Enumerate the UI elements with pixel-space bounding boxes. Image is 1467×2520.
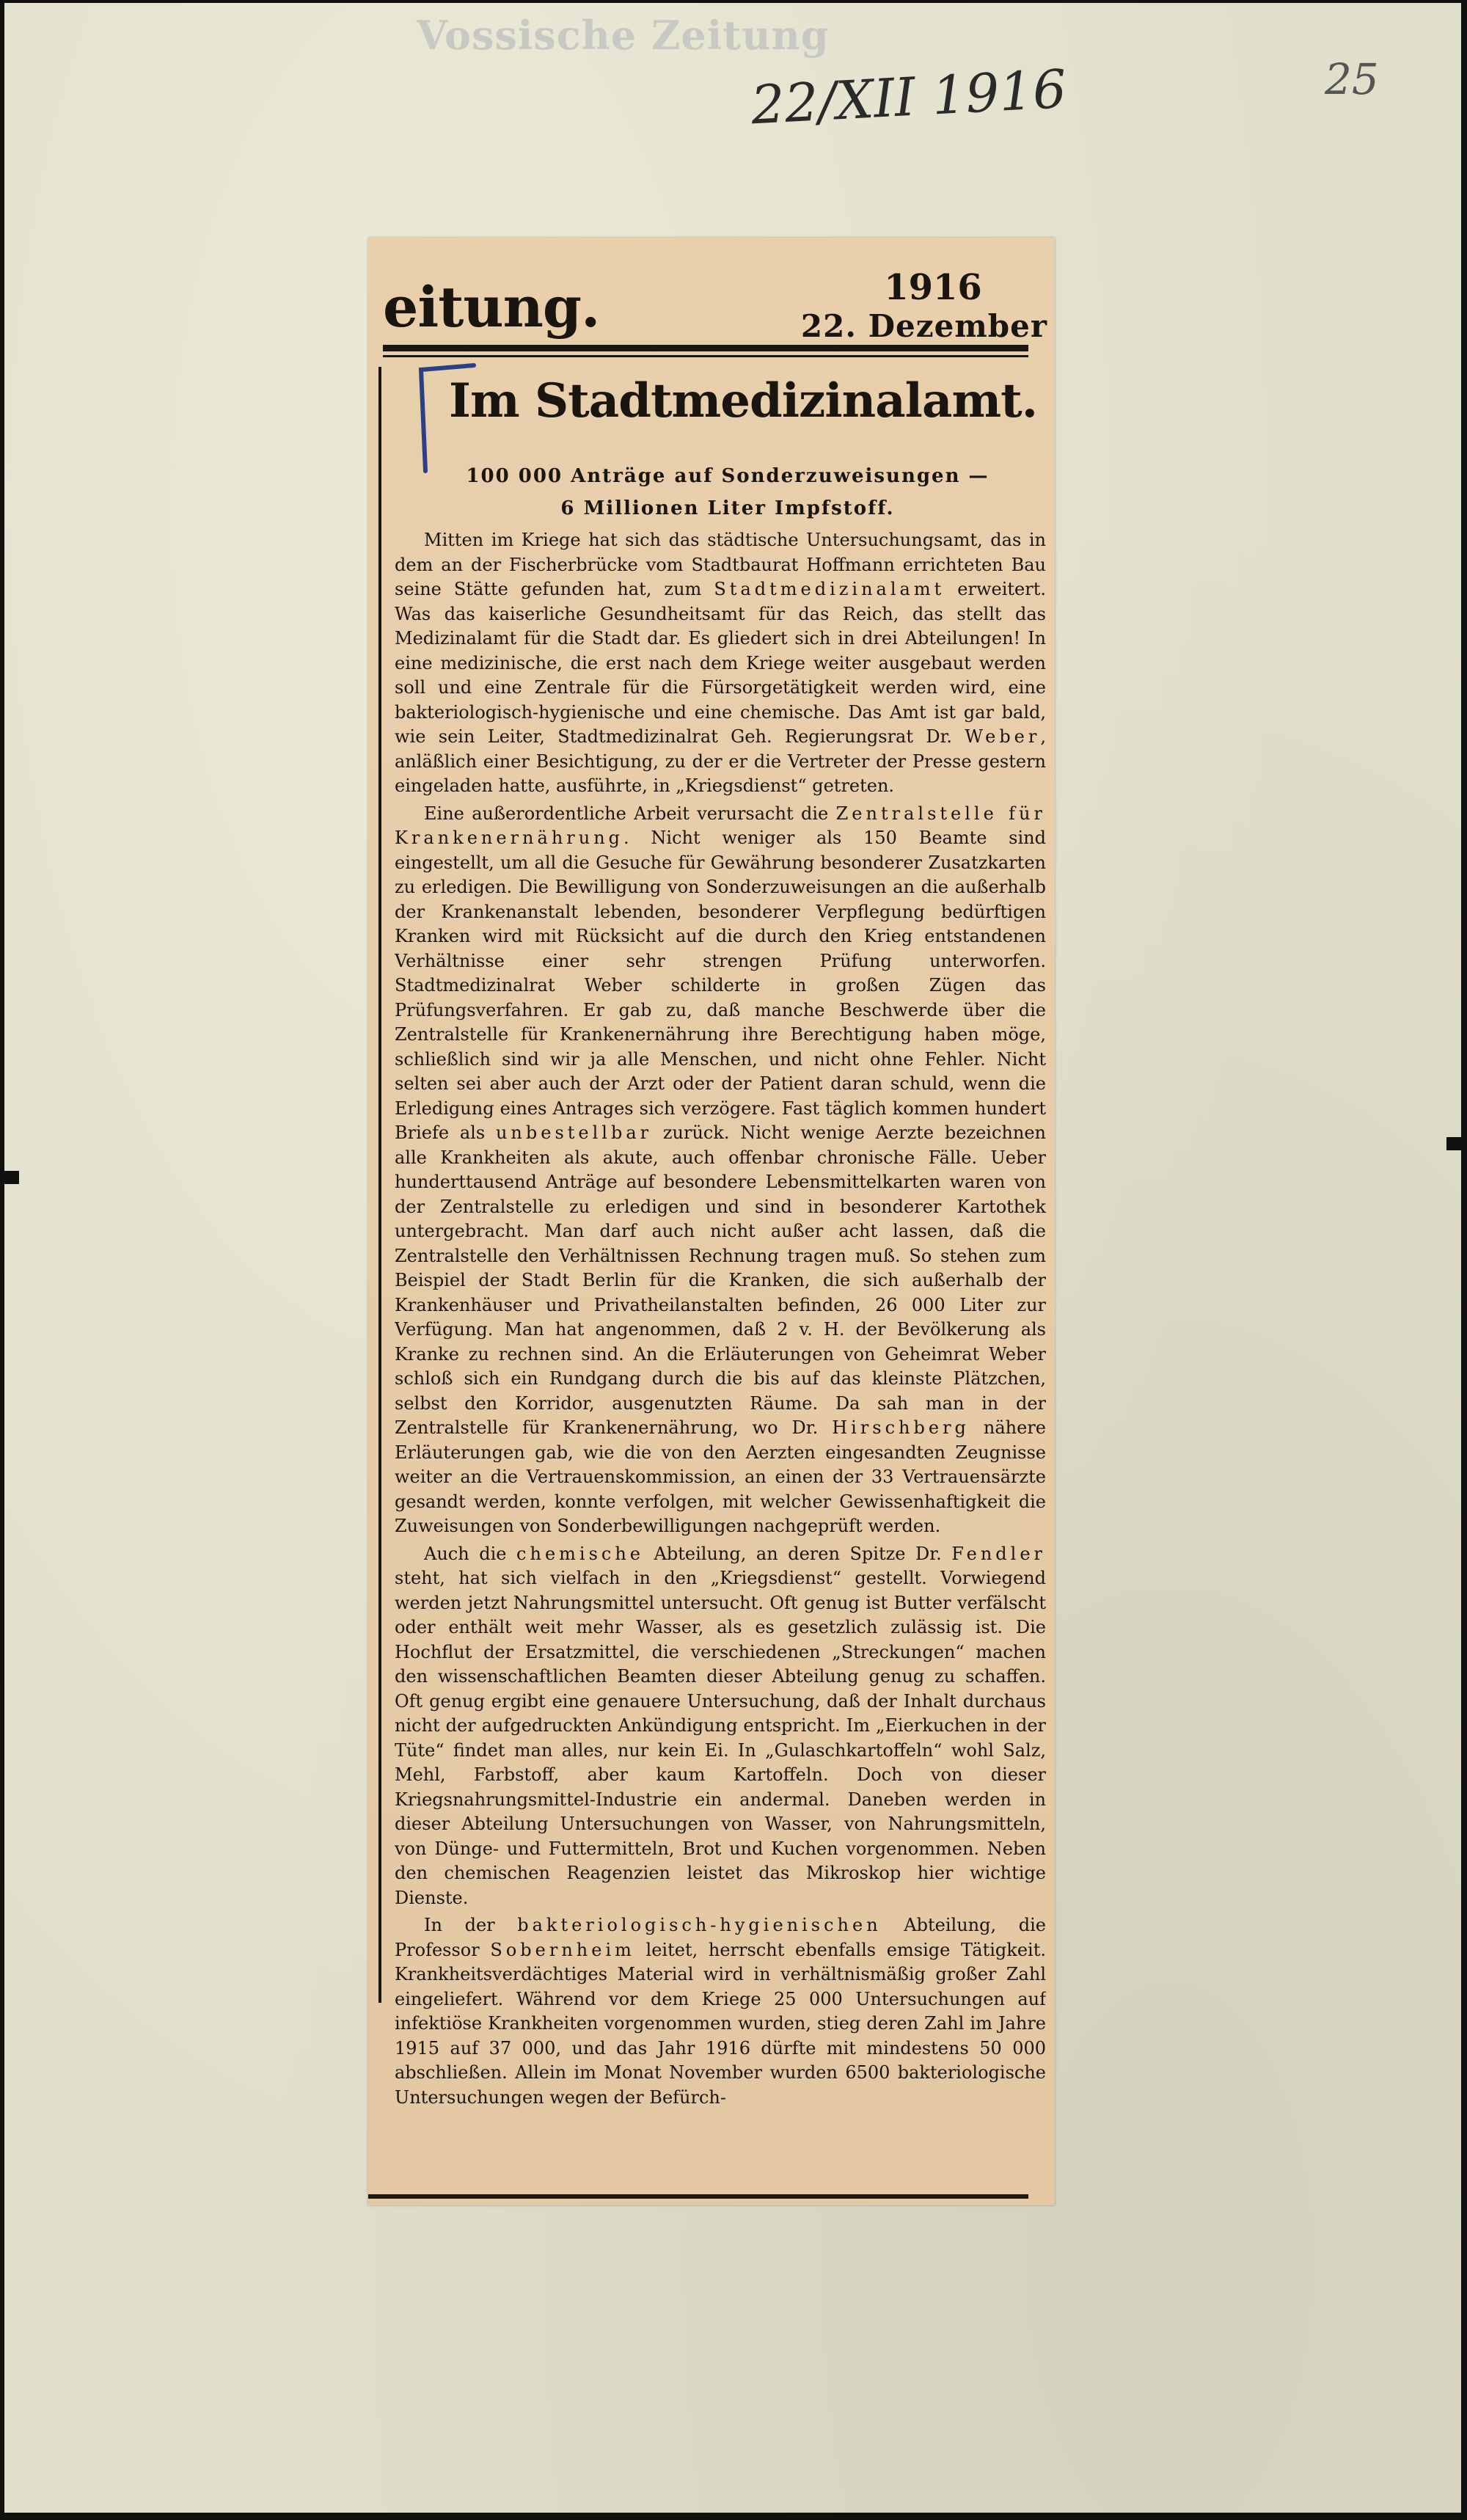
text-run: Eine außerordentliche Arbeit verursacht die [424, 803, 836, 824]
spaced-emphasis: unbestellbar [495, 1122, 653, 1143]
archive-stamp: Vossische Zeitung [417, 12, 830, 59]
spaced-emphasis: Stadtmedizinalamt [714, 579, 945, 599]
newspaper-clipping [368, 238, 1055, 2205]
text-run: In der [424, 1915, 518, 1935]
text-run: leitet, herrscht ebenfalls emsige Tätigkeit. Krankheitsverdächtiges Material wird in verhältnismäßig großer Zahl eingeliefert. Während vor dem Kriege 25 000 Untersuchungen auf infektiöse Krankheiten vorgenommen wurden, stieg deren Zahl im Jahre 1915 auf 37 000, und das Jahr 1916 dürfte mit mindestens 50 000 abschließen. Allein im Monat November wurden 6500 bakteriologische Untersuchungen wegen der Befürch- [395, 1939, 1046, 2108]
headline: Im Stadtmedizinalamt. [449, 373, 1037, 428]
spaced-emphasis: chemische [516, 1543, 644, 1564]
paragraph-1 [395, 528, 1046, 799]
bottom-rule [368, 2194, 1028, 2199]
masthead-date: 22. Dezember [800, 308, 1047, 344]
spaced-emphasis: bakteriologisch-hygienischen [517, 1915, 882, 1935]
text-run: Abteilung, die Professor [395, 1915, 1046, 1960]
subheadline-line-1: 100 000 Anträge auf Sonderzuweisungen — [466, 465, 989, 487]
masthead-rule [383, 345, 1028, 351]
text-run: , anläßlich einer Besichtigung, zu der er die Vertreter der Presse gestern eingeladen hatte, ausführte, in „Kriegsdienst“ getreten. [395, 726, 1046, 796]
paragraph-4 [395, 1913, 1046, 2110]
spaced-emphasis: Hirschberg [832, 1417, 970, 1438]
column-rule [378, 367, 381, 2003]
masthead-rule-thin [383, 355, 1028, 357]
text-run: . Nicht weniger als 150 Beamte sind eingestellt, um all die Gesuche für Gewährung besonderer Zusatzkarten zu erledigen. Die Bewilligung von Sonderzuweisungen an die außerhalb der Krankenanstalt lebenden, besonderer Verpflegung bedürftigen Kranken wird mit Rücksicht auf die durch den Krieg entstandenen Verhältnisse einer sehr strengen Prüfung unterworfen. Stadtmedizinalrat Weber schilderte in großen Zügen das Prüfungsverfahren. Er gab zu, daß manche Beschwerde über die Zentralstelle für Krankenernährung ihre Berechtigung haben möge, schließlich sind wir ja alle Menschen, und nicht ohne Fehler. Nicht selten sei aber auch der Arzt oder der Patient daran schuld, wenn die Erledigung eines Antrages sich verzögere. Fast täglich kommen hundert Briefe als [395, 828, 1046, 1143]
text-run: zurück. Nicht wenige Aerzte bezeichnen alle Krankheiten als akute, auch offenbar chronische Fälle. Ueber hunderttausend Anträge auf besondere Lebensmittelkarten waren von der Zentralstelle zu erledigen und sind in besonderer Kartothek untergebracht. Man darf auch nicht außer acht lassen, daß die Zentralstelle den Verhältnissen Rechnung tragen muß. So stehen zum Beispiel der Stadt Berlin für die Kranken, die sich außerhalb der Krankenhäuser und Privatheilanstalten befinden, 26 000 Liter zur Verfügung. Man hat angenommen, daß 2 v. H. der Bevölkerung als Kranke zu rechnen sind. An die Erläuterungen von Geheimrat Weber schloß sich ein Rundgang durch die bis auf das kleinste Plätzchen, selbst den Korridor, ausgenutzten Räume. Da sah man in der Zentralstelle für Krankenernährung, wo Dr. [395, 1122, 1046, 1438]
subheadline [412, 460, 1043, 526]
edge-mark-left [4, 1171, 19, 1184]
spaced-emphasis: Weber [965, 726, 1041, 747]
text-run: steht, hat sich vielfach in den „Kriegsdienst“ gestellt. Vorwiegend werden jetzt Nahrungsmittel untersucht. Oft genug ist Butter verfälscht oder enthält weit mehr Wasser, als es gesetzlich zulässig ist. Die Hochflut der Ersatzmittel, die verschiedenen „Streckungen“ machen den wissenschaftlichen Beamten dieser Abteilung genug zu schaffen. Oft genug ergibt eine genauere Untersuchung, daß der Inhalt durchaus nicht der aufgedruckten Ankündigung entspricht. Im „Eierkuchen in der Tüte“ findet man alles, nur kein Ei. In „Gulaschkartoffeln“ wohl Salz, Mehl, Farbstoff, aber kaum Kartoffeln. Doch von dieser Kriegsnahrungsmittel-Industrie ein andermal. Daneben werden in dieser Abteilung Untersuchungen von Wasser, von Nahrungsmitteln, von Dünge- und Futtermitteln, Brot und Kuchen vorgenommen. Neben den chemischen Reagenzien leistet das Mikroskop hier wichtige Dienste. [395, 1568, 1046, 1908]
text-run: erweitert. Was das kaiserliche Gesundheitsamt für das Reich, das stellt das Medizinalamt für die Stadt dar. Es gliedert sich in drei Abteilungen! In eine medizinische, die erst nach dem Kriege weiter ausgebaut werden soll und eine Zentrale für die Fürsorgetätigkeit werden wird, eine bakteriologisch-hygienische und eine chemische. Das Amt ist gar bald, wie sein Leiter, Stadtmedizinalrat Geh. Regierungsrat Dr. [395, 579, 1046, 747]
text-run: nähere Erläuterungen gab, wie die von den Aerzten eingesandten Zeugnisse weiter an die Vertrauenskommission, an einen der 33 Vertrauensärzte gesandt werden, konnte verfolgen, mit welcher Gewissenhaftigkeit die Zuweisungen von Sonderbewilligungen nachgeprüft werden. [395, 1417, 1046, 1536]
edge-mark-right [1446, 1137, 1461, 1150]
spaced-emphasis: Fendler [951, 1543, 1046, 1564]
masthead-fragment: eitung. [383, 274, 600, 340]
spaced-emphasis: Sobernheim [490, 1939, 635, 1960]
text-run: Mitten im Kriege hat sich das städtische Untersuchungsamt, das in dem an der Fischerbrücke vom Stadtbaurat Hoffmann errichteten Bau seine Stätte gefunden hat, zum [395, 530, 1046, 599]
article-body [395, 528, 1046, 2175]
paragraph-2 [395, 802, 1046, 1539]
paragraph-3 [395, 1542, 1046, 1911]
archive-sheet [4, 3, 1461, 2513]
text-run: Abteilung, an deren Spitze Dr. [644, 1543, 952, 1564]
handwritten-date: 22/XII 1916 [749, 57, 1068, 136]
subheadline-line-2: 6 Millionen Liter Impfstoff. [560, 497, 895, 519]
page-number: 25 [1325, 54, 1379, 104]
masthead-year: 1916 [884, 267, 982, 308]
spaced-emphasis: Zentralstelle für Krankenernährung [395, 803, 1046, 848]
text-run: Auch die [424, 1543, 517, 1564]
